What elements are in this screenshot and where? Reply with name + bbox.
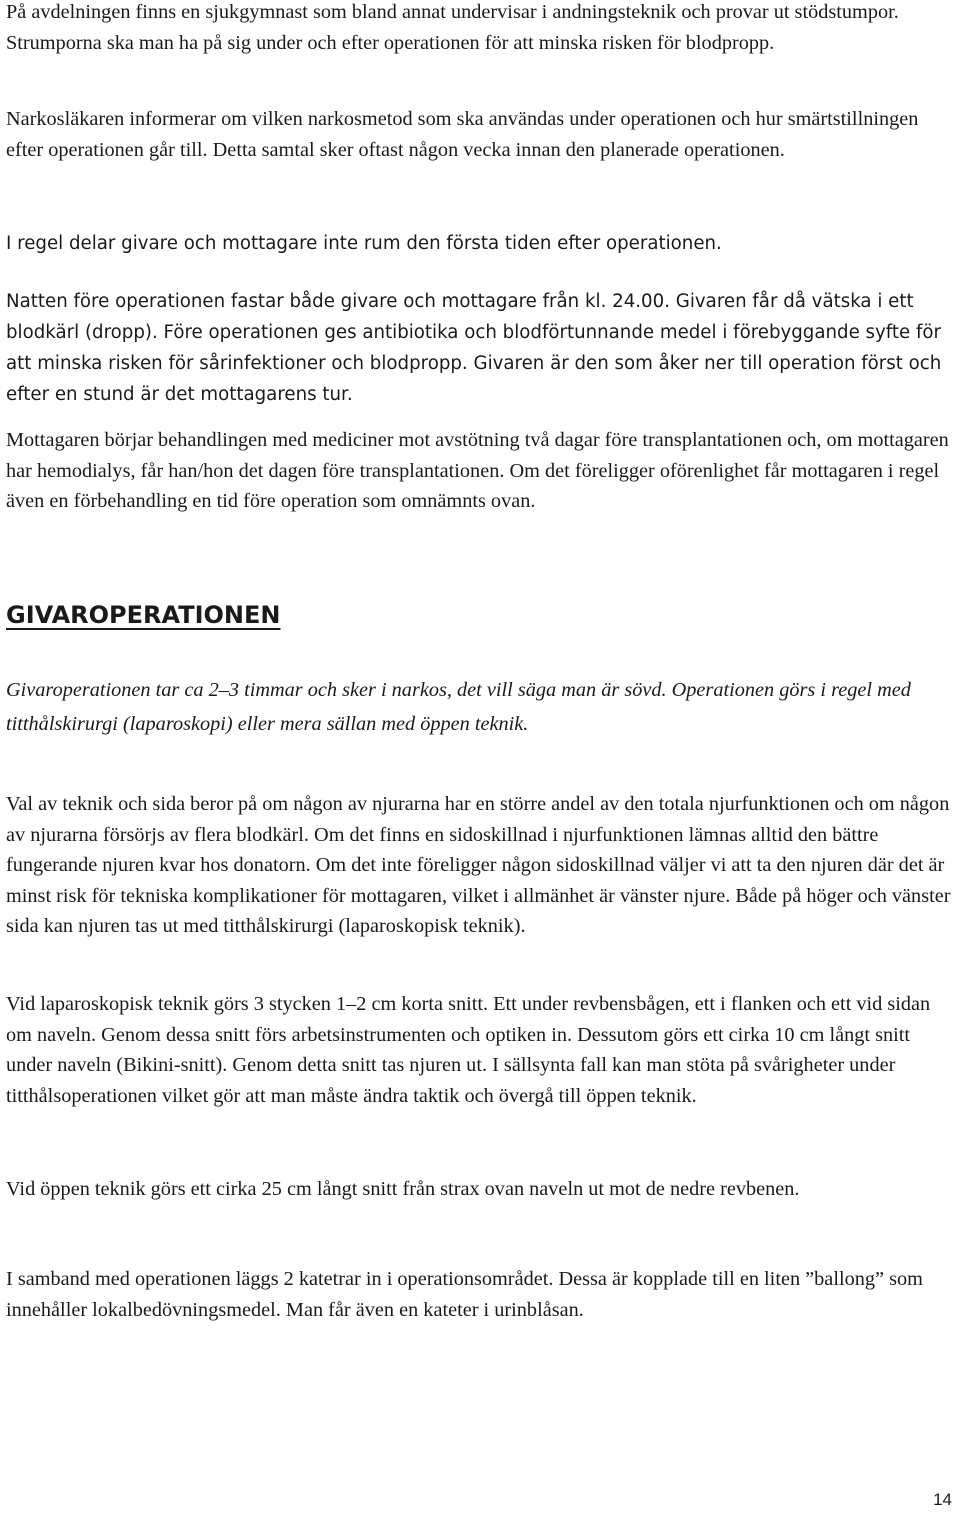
paragraph-physiotherapist: På avdelningen finns en sjukgymnast som bland annat undervisar i andningsteknik och provar ut stödstumpor. Strumporna ska man ha på sig under och efter operationen för att minska risken för blodpropp. xyxy=(6,1,899,54)
paragraph-anesthesiologist: Narkosläkaren informerar om vilken narkosmetod som ska användas under operationen och hur smärtstillningen efter operationen går till. Detta samtal sker oftast någon vecka innan den planerade operationen. xyxy=(6,108,919,161)
section-intro: Givaroperationen tar ca 2–3 timmar och sker i narkos, det vill säga man är sövd. Operationen görs i regel med titthålskirurgi (laparoskopi) eller mera sällan med öppen teknik. xyxy=(6,679,911,735)
paragraph-room-sharing: I regel delar givare och mottagare inte rum den första tiden efter operationen. xyxy=(6,233,722,254)
page-number: 14 xyxy=(933,1490,952,1509)
paragraph-fasting: Natten före operationen fastar både givare och mottagare från kl. 24.00. Givaren får då vätska i ett blodkärl (dropp). Före operationen ges antibiotika och blodförtunnande medel i förebyggande syfte för att minska risken för sårinfektioner och blodpropp. Givaren är den som åker ner till operation först och efter en stund är det mottagarens tur. xyxy=(6,291,942,405)
paragraph-technique-choice: Val av teknik och sida beror på om någon av njurarna har en större andel av den totala njurfunktionen och om någon av njurarna försörjs av flera blodkärl. Om det finns en sidoskillnad i njurfunktionen lämnas alltid den bättre fungerande njuren kvar hos donatorn. Om det inte föreligger någon sidoskillnad väljer vi att ta den njuren där det är minst risk för tekniska komplikationer för mottagaren, vilket i allmänhet är vänster njure. Både på höger och vänster sida kan njuren tas ut med titthålskirurgi (laparoskopisk teknik). xyxy=(6,793,951,938)
paragraph-recipient-treatment: Mottagaren börjar behandlingen med mediciner mot avstötning två dagar före transplantationen och, om mottagaren har hemodialys, får han/hon det dagen före transplantationen. Om det föreligger oförenlighet får mottagaren i regel även en förbehandling en tid före operation som omnämnts ovan. xyxy=(6,429,949,513)
section-heading: GIVAROPERATIONEN xyxy=(6,601,281,629)
paragraph-open-technique: Vid öppen teknik görs ett cirka 25 cm långt snitt från strax ovan naveln ut mot de nedre revbenen. xyxy=(6,1178,800,1200)
paragraph-catheters: I samband med operationen läggs 2 katetrar in i operationsområdet. Dessa är kopplade till en liten ”ballong” som innehåller lokalbedövningsmedel. Man får även en kateter i urinblåsan. xyxy=(6,1268,923,1321)
paragraph-laparoscopic: Vid laparoskopisk teknik görs 3 stycken 1–2 cm korta snitt. Ett under revbensbågen, ett i flanken och ett vid sidan om naveln. Genom dessa snitt förs arbetsinstrumenten och optiken in. Dessutom görs ett cirka 10 cm långt snitt under naveln (Bikini-snitt). Genom detta snitt tas njuren ut. I sällsynta fall kan man stöta på svårigheter under titthålsoperationen vilket gör att man måste ändra taktik och övergå till öppen teknik. xyxy=(6,993,931,1107)
